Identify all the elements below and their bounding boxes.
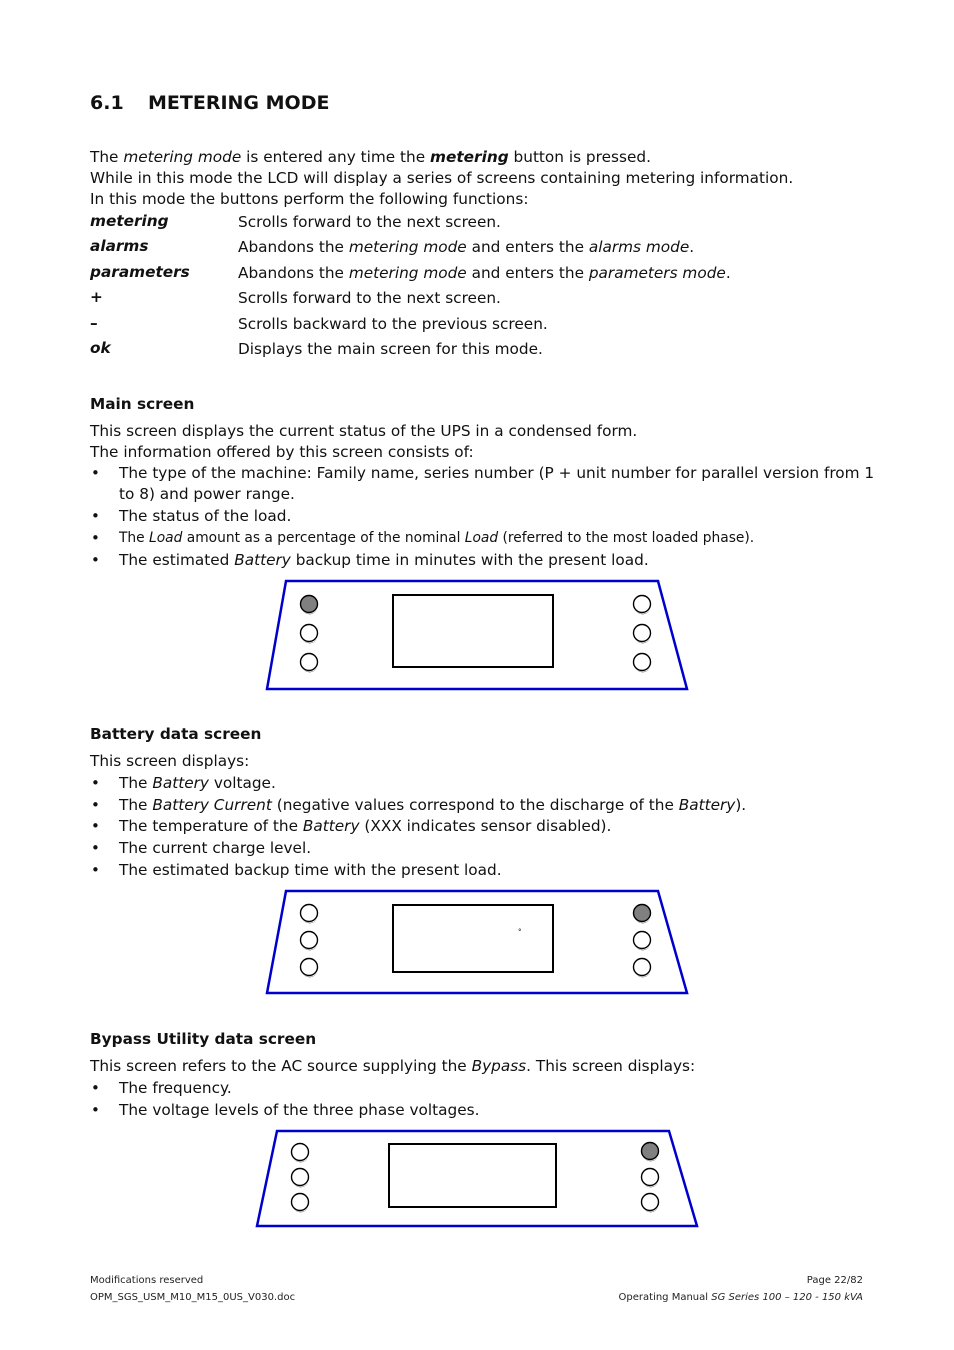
bypass-screen-bullet-2: The voltage levels of the three phase voltages. [119, 1101, 480, 1119]
bullet-icon: • [91, 1079, 100, 1097]
bypass-screen-bullet-1: The frequency. [119, 1079, 232, 1097]
panel-button-left-2[interactable] [292, 1169, 309, 1186]
footer-manual-title: Operating Manual SG Series 100 – 120 - 150 kVA [618, 1292, 863, 1303]
function-desc-parameters: Abandons the metering mode and enters the parameters mode. [238, 264, 731, 282]
function-key-alarms: alarms [90, 237, 149, 255]
battery-screen-bullet-1: The Battery voltage. [119, 774, 276, 792]
main-screen-bullet-1b: to 8) and power range. [119, 485, 295, 503]
lcd-display [393, 905, 553, 972]
main-screen-panel-diagram [264, 578, 692, 694]
panel-button-left-2[interactable] [301, 932, 318, 949]
bypass-screen-heading: Bypass Utility data screen [90, 1030, 317, 1048]
function-desc-minus: Scrolls backward to the previous screen. [238, 315, 548, 333]
function-key-parameters: parameters [90, 263, 190, 281]
main-screen-bullet-3: The Load amount as a percentage of the nominal Load (referred to the most loaded phase). [119, 530, 755, 546]
panel-button-left-2[interactable] [301, 625, 318, 642]
battery-screen-bullet-2: The Battery Current (negative values correspond to the discharge of the Battery). [119, 796, 747, 814]
battery-screen-panel-diagram [264, 888, 692, 998]
panel-button-right-2[interactable] [634, 932, 651, 949]
intro-line-1: The metering mode is entered any time the metering button is pressed. [90, 148, 651, 166]
bullet-icon: • [91, 817, 100, 835]
panel-button-right-3[interactable] [642, 1194, 659, 1211]
bullet-icon: • [91, 774, 100, 792]
panel-button-left-1[interactable] [301, 905, 318, 922]
panel-button-left-3[interactable] [292, 1194, 309, 1211]
battery-screen-paragraph-1: This screen displays: [90, 752, 250, 770]
panel-button-right-1-active[interactable] [634, 905, 651, 922]
panel-button-right-1-active[interactable] [642, 1143, 659, 1160]
bypass-screen-paragraph-1: This screen refers to the AC source supplying the Bypass. This screen displays: [90, 1057, 696, 1075]
intro-line-2: While in this mode the LCD will display a series of screens containing metering information. [90, 169, 794, 187]
bullet-icon: • [91, 551, 100, 569]
main-screen-heading: Main screen [90, 395, 195, 413]
function-key-plus: + [90, 288, 103, 306]
lcd-degree-symbol: ° [518, 928, 522, 936]
lcd-display [389, 1144, 556, 1207]
battery-screen-bullet-4: The current charge level. [119, 839, 312, 857]
main-screen-paragraph-1: This screen displays the current status of the UPS in a condensed form. [90, 422, 638, 440]
battery-screen-heading: Battery data screen [90, 725, 262, 743]
bullet-icon: • [91, 796, 100, 814]
panel-button-left-1[interactable] [292, 1144, 309, 1161]
panel-button-right-3[interactable] [634, 959, 651, 976]
bullet-icon: • [91, 529, 100, 547]
bullet-icon: • [91, 507, 100, 525]
panel-button-left-3[interactable] [301, 959, 318, 976]
panel-button-right-3[interactable] [634, 654, 651, 671]
function-key-metering: metering [90, 212, 169, 230]
metering-button-active[interactable] [301, 596, 318, 613]
lcd-display [393, 595, 553, 667]
footer-page-number: Page 22/82 [806, 1275, 863, 1286]
main-screen-bullet-1a: The type of the machine: Family name, series number (P + unit number for parallel version from 1 [119, 464, 875, 482]
battery-screen-bullet-3: The temperature of the Battery (XXX indicates sensor disabled). [119, 817, 612, 835]
intro-line-3: In this mode the buttons perform the following functions: [90, 190, 529, 208]
main-screen-paragraph-2: The information offered by this screen consists of: [90, 443, 474, 461]
bullet-icon: • [91, 464, 100, 482]
panel-button-right-1[interactable] [634, 596, 651, 613]
battery-screen-bullet-5: The estimated backup time with the present load. [119, 861, 502, 879]
section-title: METERING MODE [148, 92, 330, 114]
main-screen-bullet-2: The status of the load. [119, 507, 292, 525]
panel-button-left-3[interactable] [301, 654, 318, 671]
bullet-icon: • [91, 1101, 100, 1119]
bypass-screen-panel-diagram [254, 1128, 702, 1230]
footer-left-line-1: Modifications reserved [90, 1275, 204, 1286]
panel-button-right-2[interactable] [642, 1169, 659, 1186]
footer-left-line-2: OPM_SGS_USM_M10_M15_0US_V030.doc [90, 1292, 296, 1303]
panel-button-right-2[interactable] [634, 625, 651, 642]
function-desc-ok: Displays the main screen for this mode. [238, 340, 543, 358]
function-key-minus: – [90, 314, 98, 332]
function-desc-metering: Scrolls forward to the next screen. [238, 213, 501, 231]
section-number: 6.1 [90, 92, 124, 114]
function-desc-plus: Scrolls forward to the next screen. [238, 289, 501, 307]
main-screen-bullet-4: The estimated Battery backup time in minutes with the present load. [119, 551, 649, 569]
bullet-icon: • [91, 839, 100, 857]
bullet-icon: • [91, 861, 100, 879]
function-key-ok: ok [90, 339, 111, 357]
function-desc-alarms: Abandons the metering mode and enters the alarms mode. [238, 238, 695, 256]
